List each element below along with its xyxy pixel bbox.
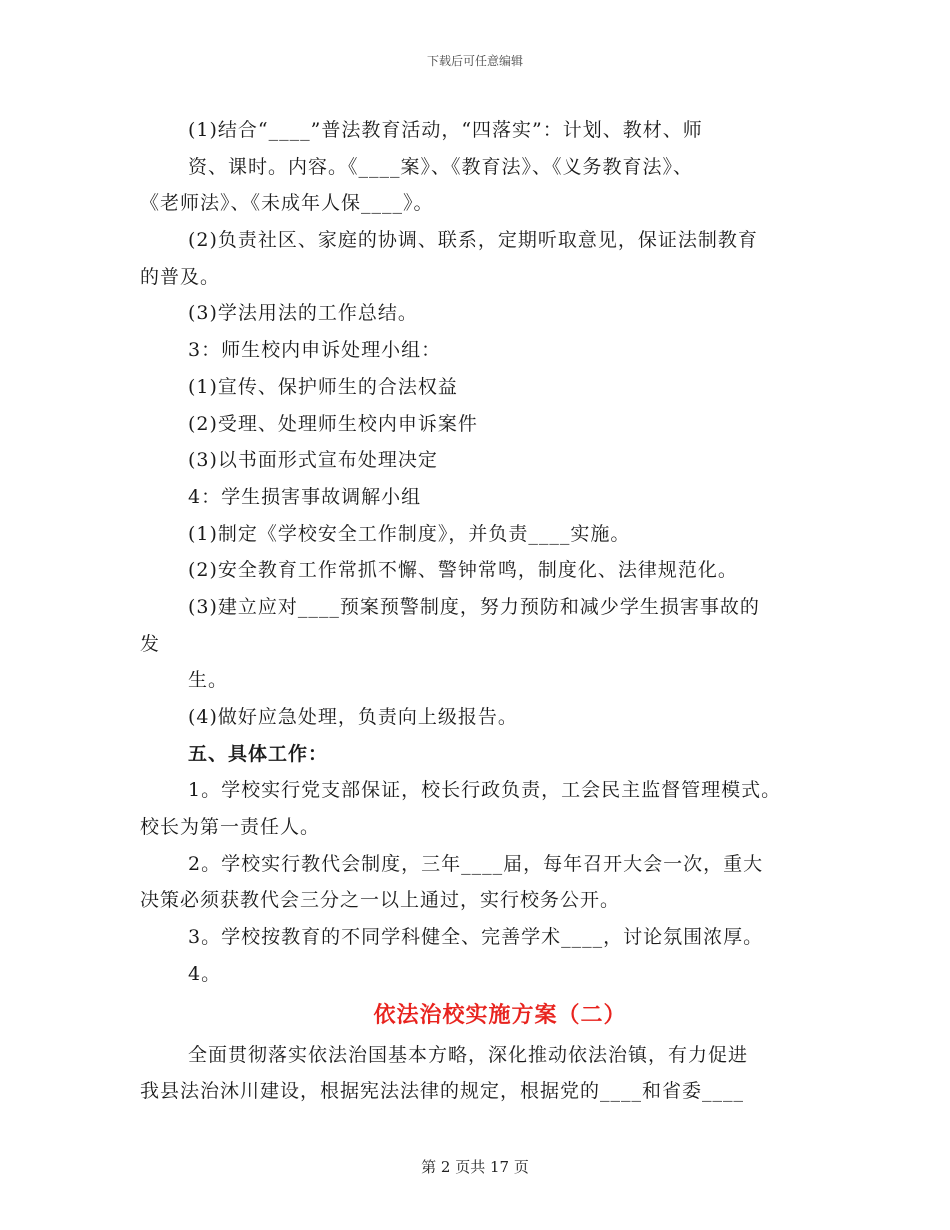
text-line: 3。学校按教育的不同学科健全、完善学术____，讨论氛围浓厚。 (188, 926, 764, 949)
document-body (140, 112, 820, 1110)
text-line: 决策必须获教代会三分之一以上通过，实行校务公开。 (140, 889, 621, 912)
text-line: 《老师法》、《未成年人保____》。 (140, 192, 434, 215)
text-line: (2)受理、处理师生校内申诉案件 (188, 412, 478, 435)
text-line: (1)制定《学校安全工作制度》，并负责____实施。 (188, 522, 631, 545)
page-footer: 第 2 页共 17 页 (421, 1158, 529, 1176)
text-line: 校长为第一责任人。 (140, 816, 321, 839)
text-line: 1。学校实行党支部保证，校长行政负责，工会民主监督管理模式。 (188, 779, 782, 802)
text-line: (4)做好应急处理，负责向上级报告。 (188, 706, 518, 728)
text-line: (1)宣传、保护师生的合法权益 (188, 375, 458, 398)
text-line: (3)以书面形式宣布处理决定 (188, 449, 438, 472)
text-line: 资、课时。内容。《____案》、《教育法》、《义务教育法》、 (188, 155, 694, 178)
text-line: 3：师生校内申诉处理小组： (188, 339, 442, 362)
text-line: 2。学校实行教代会制度，三年____届，每年召开大会一次，重大 (188, 852, 764, 875)
section-heading: 五、具体工作： (188, 742, 329, 765)
text-line: 生。 (188, 669, 229, 692)
text-line: 发 (140, 632, 161, 655)
page-header: 下载后可任意编辑 (426, 54, 523, 68)
text-line: 4：学生损害事故调解小组 (188, 485, 422, 508)
text-line: 我县法治沐川建设，根据宪法法律的规定，根据党的____和省委____ (140, 1080, 745, 1103)
text-line: 4。 (188, 962, 222, 985)
text-line: (3)学法用法的工作总结。 (188, 302, 418, 325)
text-line: 全面贯彻落实依法治国基本方略，深化推动依法治镇，有力促进 (188, 1043, 749, 1066)
text-line: (2)安全教育工作常抓不懈、警钟常鸣，制度化、法律规范化。 (188, 559, 738, 582)
text-line: (1)结合“____”普法教育活动，“四落实”：计划、教材、师 (188, 119, 703, 141)
text-line: (3)建立应对____预案预警制度，努力预防和减少学生损害事故的 (188, 595, 760, 618)
section-title: 依法治校实施方案（二） (373, 1001, 627, 1028)
text-line: 的普及。 (140, 265, 221, 288)
text-line: (2)负责社区、家庭的协调、联系，定期听取意见，保证法制教育 (188, 229, 758, 252)
